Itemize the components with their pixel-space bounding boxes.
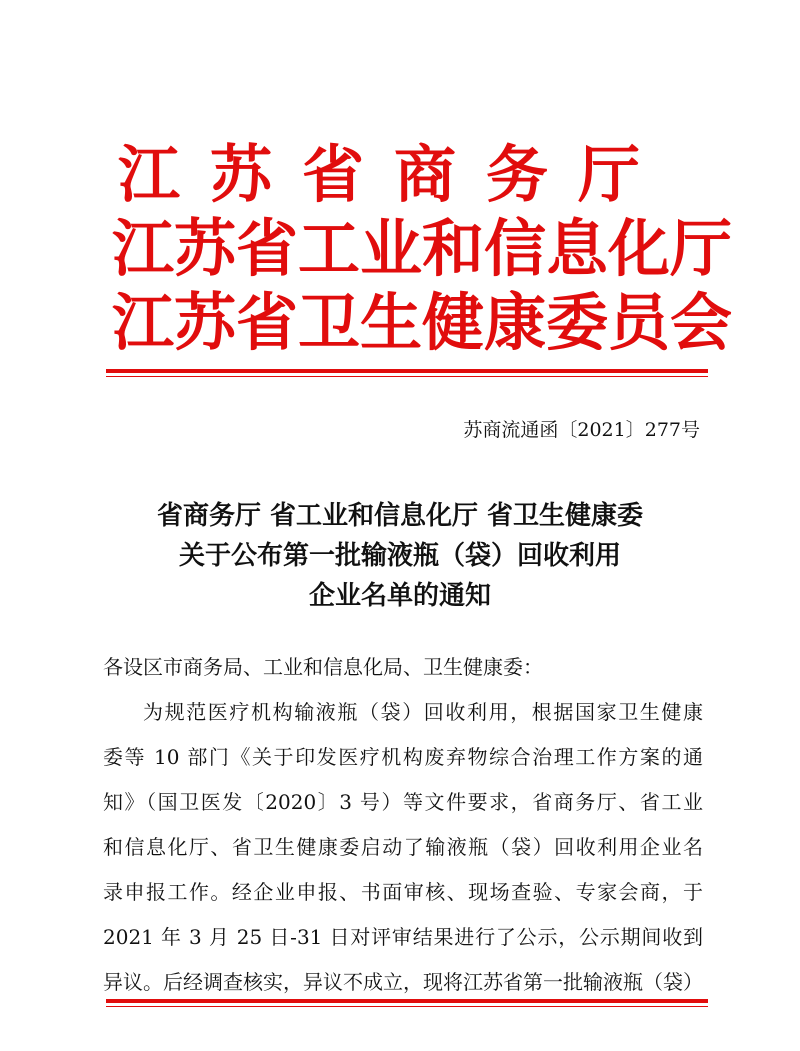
letterhead-line-commerce: 江苏省商务厅 <box>118 138 671 211</box>
notice-title-line-1: 省商务厅 省工业和信息化厅 省卫生健康委 <box>156 501 644 531</box>
body-line: 委等 10 部门《关于印发医疗机构废弃物综合治理工作方案的通 <box>103 745 703 769</box>
body-line: 知》（国卫医发〔2020〕3 号）等文件要求，省商务厅、省工业 <box>103 790 703 814</box>
letterhead-line-health: 江苏省卫生健康委员会 <box>112 286 733 359</box>
red-rule-top-thin <box>106 376 708 377</box>
salutation: 各设区市商务局、工业和信息化局、卫生健康委： <box>103 655 543 679</box>
letterhead-line-industry: 江苏省工业和信息化厅 <box>112 212 733 285</box>
body-line: 录申报工作。经企业申报、书面审核、现场查验、专家会商，于 <box>103 880 703 904</box>
red-rule-bottom-thin <box>106 1006 708 1007</box>
body-line: 异议。后经调查核实，异议不成立，现将江苏省第一批输液瓶（袋） <box>103 970 703 994</box>
red-rule-bottom-thick <box>106 999 708 1003</box>
body-line: 为规范医疗机构输液瓶（袋）回收利用，根据国家卫生健康 <box>143 700 703 724</box>
notice-title-line-2: 关于公布第一批输液瓶（袋）回收利用 <box>178 541 621 571</box>
body-line: 2021 年 3 月 25 日-31 日对评审结果进行了公示，公示期间收到 <box>103 925 703 949</box>
document-number: 苏商流通函〔2021〕277号 <box>463 419 700 441</box>
red-rule-top-thick <box>106 369 708 373</box>
body-line: 和信息化厅、省卫生健康委启动了输液瓶（袋）回收利用企业名 <box>103 835 703 859</box>
notice-title-line-3: 企业名单的通知 <box>308 581 491 611</box>
